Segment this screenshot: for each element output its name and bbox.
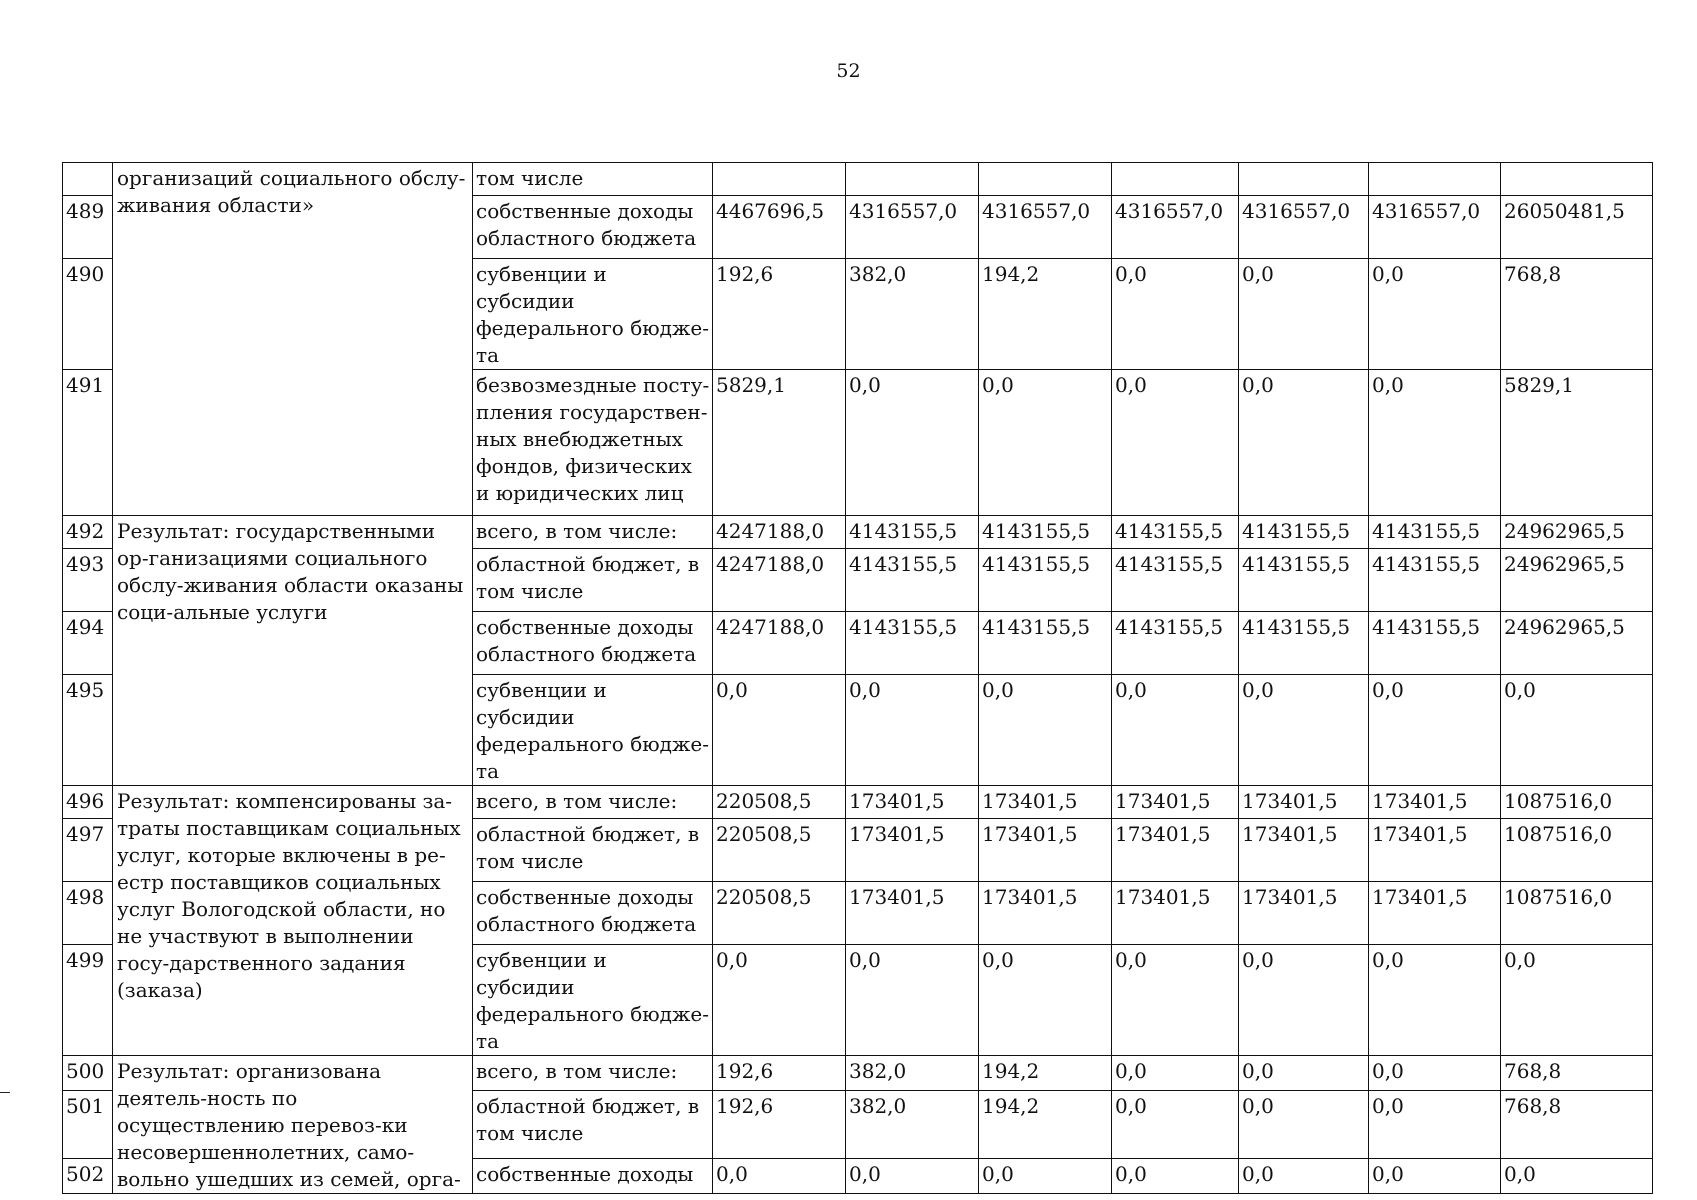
amount-cell: 0,0 [1112, 1091, 1239, 1158]
table-row [63, 516, 1653, 549]
amount-cell: 24962965,5 [1501, 549, 1653, 612]
amount-cell: 194,2 [979, 1091, 1112, 1158]
amount-cell: 4143155,5 [1112, 516, 1239, 549]
table-row [63, 786, 1653, 819]
funding-source: собственные доходы областного бюджета [473, 196, 713, 259]
amount-cell: 24962965,5 [1501, 612, 1653, 675]
funding-source: субвенции и субсидии федерального бюдже-та [473, 259, 713, 370]
amount-cell: 4143155,5 [1239, 612, 1369, 675]
amount-cell: 0,0 [1112, 945, 1239, 1056]
event-description: Результат: компенсированы за-траты поставщикам социальных услуг, которые включены в ре-естр поставщиков социальных услуг Вологодской области, но не участвуют в выполнении госу-дарственного задания (заказа) [113, 786, 473, 1056]
amount-cell: 4143155,5 [1112, 549, 1239, 612]
amount-cell: 382,0 [846, 1056, 979, 1091]
row-number: 501 [63, 1091, 113, 1158]
amount-cell: 0,0 [1239, 945, 1369, 1056]
amount-cell: 4143155,5 [846, 516, 979, 549]
amount-cell: 0,0 [1112, 675, 1239, 786]
funding-source: областной бюджет, в том числе [473, 819, 713, 882]
row-number: 500 [63, 1056, 113, 1091]
amount-cell: 4247188,0 [713, 516, 846, 549]
amount-cell: 0,0 [1112, 1056, 1239, 1091]
table-row [63, 163, 1653, 196]
amount-cell: 0,0 [979, 675, 1112, 786]
funding-source: собственные доходы областного бюджета [473, 612, 713, 675]
amount-cell: 4247188,0 [713, 612, 846, 675]
amount-cell: 0,0 [846, 1158, 979, 1193]
amount-cell [979, 163, 1112, 196]
row-number: 494 [63, 612, 113, 675]
amount-cell: 768,8 [1501, 1091, 1653, 1158]
amount-cell: 382,0 [846, 1091, 979, 1158]
amount-cell: 0,0 [1239, 675, 1369, 786]
row-number: 502 [63, 1158, 113, 1193]
amount-cell: 26050481,5 [1501, 196, 1653, 259]
amount-cell: 4143155,5 [979, 549, 1112, 612]
amount-cell: 1087516,0 [1501, 882, 1653, 945]
row-number: 490 [63, 259, 113, 370]
funding-source: субвенции и субсидии федерального бюдже-та [473, 945, 713, 1056]
amount-cell: 5829,1 [1501, 370, 1653, 516]
amount-cell: 0,0 [979, 1158, 1112, 1193]
amount-cell: 173401,5 [1239, 819, 1369, 882]
amount-cell: 173401,5 [846, 882, 979, 945]
amount-cell: 4143155,5 [1369, 612, 1501, 675]
amount-cell: 173401,5 [846, 819, 979, 882]
amount-cell: 0,0 [979, 945, 1112, 1056]
funding-source: том числе [473, 163, 713, 196]
amount-cell: 0,0 [846, 945, 979, 1056]
amount-cell: 0,0 [1112, 1158, 1239, 1193]
amount-cell [1112, 163, 1239, 196]
row-number: 499 [63, 945, 113, 1056]
funding-source: собственные доходы [473, 1158, 713, 1193]
amount-cell: 0,0 [1369, 259, 1501, 370]
amount-cell: 4143155,5 [1112, 612, 1239, 675]
funding-source: всего, в том числе: [473, 1056, 713, 1091]
amount-cell: 382,0 [846, 259, 979, 370]
amount-cell: 768,8 [1501, 1056, 1653, 1091]
amount-cell: 4316557,0 [979, 196, 1112, 259]
amount-cell: 173401,5 [1369, 786, 1501, 819]
amount-cell: 0,0 [1501, 675, 1653, 786]
amount-cell: 4143155,5 [846, 549, 979, 612]
amount-cell: 0,0 [1369, 1091, 1501, 1158]
amount-cell: 4316557,0 [1112, 196, 1239, 259]
row-number: 496 [63, 786, 113, 819]
amount-cell: 4143155,5 [1369, 516, 1501, 549]
amount-cell: 0,0 [1369, 1056, 1501, 1091]
amount-cell: 173401,5 [846, 786, 979, 819]
event-description: Результат: организована деятель-ность по осуществлению перевоз-ки несовершеннолетних, само-вольно ушедших из семей, орга- [113, 1056, 473, 1194]
amount-cell: 1087516,0 [1501, 819, 1653, 882]
funding-source: собственные доходы областного бюджета [473, 882, 713, 945]
row-number [63, 163, 113, 196]
amount-cell: 220508,5 [713, 819, 846, 882]
amount-cell: 4143155,5 [1239, 516, 1369, 549]
funding-source: безвозмездные посту-пления государствен-ных внебюджетных фондов, физических и юридических лиц [473, 370, 713, 516]
funding-source: всего, в том числе: [473, 786, 713, 819]
event-description: организаций социального обслу-живания области» [113, 163, 473, 516]
amount-cell: 173401,5 [1112, 882, 1239, 945]
amount-cell: 24962965,5 [1501, 516, 1653, 549]
amount-cell: 4143155,5 [1239, 549, 1369, 612]
row-number: 492 [63, 516, 113, 549]
amount-cell: 0,0 [1369, 945, 1501, 1056]
row-number: 498 [63, 882, 113, 945]
amount-cell: 194,2 [979, 1056, 1112, 1091]
amount-cell: 4316557,0 [846, 196, 979, 259]
table-row [63, 1056, 1653, 1091]
amount-cell: 192,6 [713, 1091, 846, 1158]
amount-cell: 220508,5 [713, 882, 846, 945]
amount-cell: 4143155,5 [979, 612, 1112, 675]
amount-cell: 0,0 [713, 1158, 846, 1193]
row-number: 493 [63, 549, 113, 612]
amount-cell: 4143155,5 [1369, 549, 1501, 612]
amount-cell [1369, 163, 1501, 196]
amount-cell: 0,0 [846, 675, 979, 786]
amount-cell: 0,0 [1239, 1158, 1369, 1193]
amount-cell: 0,0 [1369, 370, 1501, 516]
amount-cell: 173401,5 [979, 882, 1112, 945]
amount-cell: 0,0 [1112, 370, 1239, 516]
funding-source: областной бюджет, в том числе [473, 1091, 713, 1158]
margin-tick [0, 1092, 10, 1093]
amount-cell: 0,0 [1369, 675, 1501, 786]
amount-cell: 5829,1 [713, 370, 846, 516]
amount-cell: 0,0 [713, 675, 846, 786]
amount-cell: 173401,5 [1112, 786, 1239, 819]
row-number: 497 [63, 819, 113, 882]
amount-cell: 4316557,0 [1239, 196, 1369, 259]
amount-cell: 0,0 [1501, 945, 1653, 1056]
row-number: 495 [63, 675, 113, 786]
amount-cell: 768,8 [1501, 259, 1653, 370]
row-number: 491 [63, 370, 113, 516]
amount-cell: 0,0 [1501, 1158, 1653, 1193]
amount-cell: 0,0 [713, 945, 846, 1056]
amount-cell: 220508,5 [713, 786, 846, 819]
amount-cell: 0,0 [979, 370, 1112, 516]
amount-cell [713, 163, 846, 196]
amount-cell: 173401,5 [1369, 819, 1501, 882]
budget-table [62, 162, 1653, 1194]
event-description: Результат: государственными ор-ганизациями социального обслу-живания области оказаны соци-альные услуги [113, 516, 473, 786]
amount-cell: 173401,5 [1369, 882, 1501, 945]
amount-cell: 4316557,0 [1369, 196, 1501, 259]
amount-cell: 173401,5 [1239, 882, 1369, 945]
funding-source: областной бюджет, в том числе [473, 549, 713, 612]
amount-cell: 192,6 [713, 1056, 846, 1091]
funding-source: всего, в том числе: [473, 516, 713, 549]
amount-cell: 0,0 [1239, 1091, 1369, 1158]
amount-cell: 4247188,0 [713, 549, 846, 612]
amount-cell: 0,0 [1239, 1056, 1369, 1091]
amount-cell: 192,6 [713, 259, 846, 370]
amount-cell: 173401,5 [979, 819, 1112, 882]
page-number: 52 [836, 60, 861, 82]
amount-cell: 4143155,5 [979, 516, 1112, 549]
amount-cell [1239, 163, 1369, 196]
amount-cell: 0,0 [1239, 370, 1369, 516]
amount-cell: 173401,5 [1112, 819, 1239, 882]
amount-cell: 194,2 [979, 259, 1112, 370]
amount-cell: 173401,5 [1239, 786, 1369, 819]
row-number: 489 [63, 196, 113, 259]
amount-cell: 0,0 [846, 370, 979, 516]
amount-cell: 4143155,5 [846, 612, 979, 675]
funding-source: субвенции и субсидии федерального бюдже-та [473, 675, 713, 786]
amount-cell: 1087516,0 [1501, 786, 1653, 819]
amount-cell: 4467696,5 [713, 196, 846, 259]
amount-cell [846, 163, 979, 196]
amount-cell: 0,0 [1369, 1158, 1501, 1193]
amount-cell: 173401,5 [979, 786, 1112, 819]
amount-cell [1501, 163, 1653, 196]
amount-cell: 0,0 [1112, 259, 1239, 370]
amount-cell: 0,0 [1239, 259, 1369, 370]
